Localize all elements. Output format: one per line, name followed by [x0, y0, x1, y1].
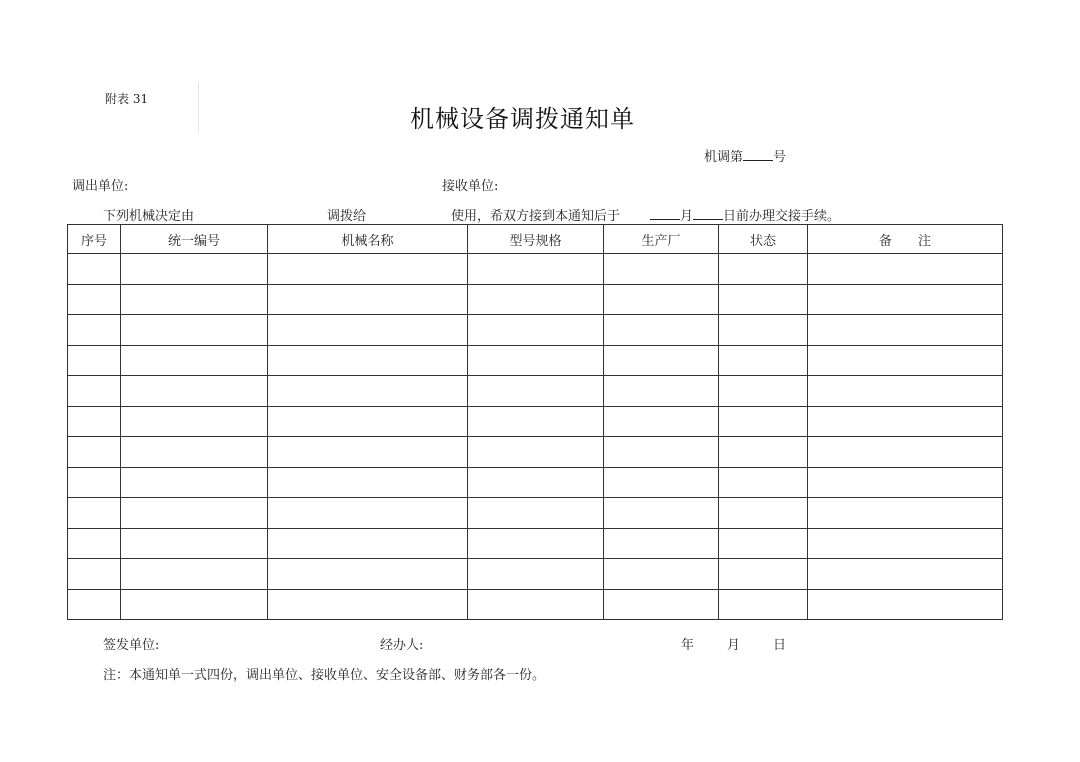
table-cell[interactable] [68, 284, 121, 315]
table-cell[interactable] [604, 284, 719, 315]
table-cell[interactable] [68, 528, 121, 559]
table-cell[interactable] [268, 406, 468, 437]
table-cell[interactable] [604, 467, 719, 498]
table-cell[interactable] [268, 498, 468, 529]
table-cell[interactable] [719, 498, 808, 529]
table-row [68, 254, 1003, 285]
table-cell[interactable] [468, 345, 604, 376]
month-blank[interactable] [650, 207, 680, 220]
table-cell[interactable] [604, 589, 719, 620]
table-cell[interactable] [268, 345, 468, 376]
table-row [68, 376, 1003, 407]
table-cell[interactable] [719, 315, 808, 346]
table-cell[interactable] [268, 315, 468, 346]
table-cell[interactable] [68, 559, 121, 590]
doc-number [704, 146, 786, 165]
table-cell[interactable] [604, 559, 719, 590]
statement-part3: 使用，希双方接到本通知后于 [451, 209, 621, 224]
table-cell[interactable] [808, 406, 1003, 437]
table-header-row [68, 225, 1003, 254]
doc-number-blank[interactable] [743, 148, 773, 161]
table-cell[interactable] [68, 467, 121, 498]
table-cell[interactable] [719, 467, 808, 498]
issuer-label: 签发单位: [103, 638, 160, 653]
table-cell[interactable] [468, 528, 604, 559]
table-row [68, 406, 1003, 437]
table-cell[interactable] [121, 284, 268, 315]
table-row [68, 437, 1003, 468]
table-cell[interactable] [808, 345, 1003, 376]
col-header-unified-number: 统一编号 [121, 225, 268, 254]
table-cell[interactable] [268, 284, 468, 315]
table-cell[interactable] [808, 254, 1003, 285]
table-row [68, 315, 1003, 346]
col-header-remarks: 备 注 [808, 225, 1003, 254]
table-row [68, 559, 1003, 590]
table-cell[interactable] [268, 376, 468, 407]
table-cell[interactable] [468, 559, 604, 590]
table-cell[interactable] [604, 254, 719, 285]
table-cell[interactable] [468, 406, 604, 437]
table-row [68, 345, 1003, 376]
table-cell[interactable] [808, 559, 1003, 590]
table-cell[interactable] [808, 498, 1003, 529]
statement-month: 月 [680, 209, 694, 224]
table-cell[interactable] [121, 559, 268, 590]
table-cell[interactable] [719, 345, 808, 376]
table-cell[interactable] [719, 406, 808, 437]
statement-part1: 下列机械决定由 [103, 209, 195, 224]
table-row [68, 498, 1003, 529]
statement-part2: 调拨给 [327, 209, 367, 224]
table-body [68, 254, 1003, 620]
table-cell[interactable] [121, 315, 268, 346]
table-cell[interactable] [719, 528, 808, 559]
table-cell[interactable] [68, 315, 121, 346]
table-cell[interactable] [268, 589, 468, 620]
table-cell[interactable] [719, 254, 808, 285]
out-unit-label: 调出单位: [72, 179, 129, 194]
table-cell[interactable] [468, 376, 604, 407]
table-row [68, 284, 1003, 315]
table-cell[interactable] [808, 437, 1003, 468]
col-header-machine-name: 机械名称 [268, 225, 468, 254]
table-cell[interactable] [719, 284, 808, 315]
table-cell[interactable] [719, 437, 808, 468]
page-title: 机械设备调拨通知单 [410, 105, 635, 133]
decorative-divider [198, 82, 199, 132]
table-cell[interactable] [808, 376, 1003, 407]
table-cell[interactable] [68, 254, 121, 285]
date-year: 年 [681, 638, 695, 653]
table-cell[interactable] [719, 559, 808, 590]
table-cell[interactable] [121, 376, 268, 407]
doc-number-suffix: 号 [773, 150, 787, 165]
table-cell[interactable] [604, 376, 719, 407]
table-row [68, 589, 1003, 620]
date-day: 日 [773, 638, 787, 653]
table-cell[interactable] [604, 406, 719, 437]
footer-note: 注：本通知单一式四份，调出单位、接收单位、安全设备部、财务部各一份。 [103, 668, 546, 683]
equipment-table [67, 224, 1003, 620]
table-cell[interactable] [121, 254, 268, 285]
table-cell[interactable] [68, 345, 121, 376]
table-cell[interactable] [121, 589, 268, 620]
col-header-status: 状态 [719, 225, 808, 254]
table-cell[interactable] [68, 498, 121, 529]
col-header-manufacturer: 生产厂 [604, 225, 719, 254]
table-cell[interactable] [68, 589, 121, 620]
table-cell[interactable] [808, 284, 1003, 315]
table-cell[interactable] [68, 437, 121, 468]
table-cell[interactable] [468, 315, 604, 346]
col-header-model-spec: 型号规格 [468, 225, 604, 254]
table-cell[interactable] [468, 284, 604, 315]
table-cell[interactable] [121, 437, 268, 468]
table-cell[interactable] [268, 254, 468, 285]
table-cell[interactable] [719, 589, 808, 620]
table-cell[interactable] [808, 528, 1003, 559]
table-cell[interactable] [468, 498, 604, 529]
table-cell[interactable] [604, 345, 719, 376]
table-cell[interactable] [68, 406, 121, 437]
table-cell[interactable] [268, 437, 468, 468]
table-cell[interactable] [604, 498, 719, 529]
table-cell[interactable] [468, 589, 604, 620]
table-cell[interactable] [604, 528, 719, 559]
col-header-index: 序号 [68, 225, 121, 254]
statement-date [650, 205, 840, 224]
table-cell[interactable] [268, 528, 468, 559]
table-cell[interactable] [121, 498, 268, 529]
date-month: 月 [727, 638, 741, 653]
table-cell[interactable] [808, 589, 1003, 620]
table-cell[interactable] [468, 437, 604, 468]
table-row [68, 528, 1003, 559]
table-cell[interactable] [808, 467, 1003, 498]
table-cell[interactable] [68, 376, 121, 407]
table-cell[interactable] [268, 467, 468, 498]
table-cell[interactable] [468, 467, 604, 498]
statement-part4: 日前办理交接手续。 [723, 209, 841, 224]
in-unit-label: 接收单位: [442, 179, 499, 194]
doc-number-prefix: 机调第 [704, 150, 744, 165]
table-cell[interactable] [808, 315, 1003, 346]
table-cell[interactable] [604, 315, 719, 346]
table-cell[interactable] [719, 376, 808, 407]
table-cell[interactable] [121, 345, 268, 376]
table-cell[interactable] [121, 467, 268, 498]
table-cell[interactable] [468, 254, 604, 285]
table-cell[interactable] [268, 559, 468, 590]
table-cell[interactable] [121, 528, 268, 559]
day-blank[interactable] [693, 207, 723, 220]
appendix-label: 附表 31 [105, 92, 149, 106]
handler-label: 经办人: [380, 638, 424, 653]
table-cell[interactable] [121, 406, 268, 437]
table-row [68, 467, 1003, 498]
table-cell[interactable] [604, 437, 719, 468]
